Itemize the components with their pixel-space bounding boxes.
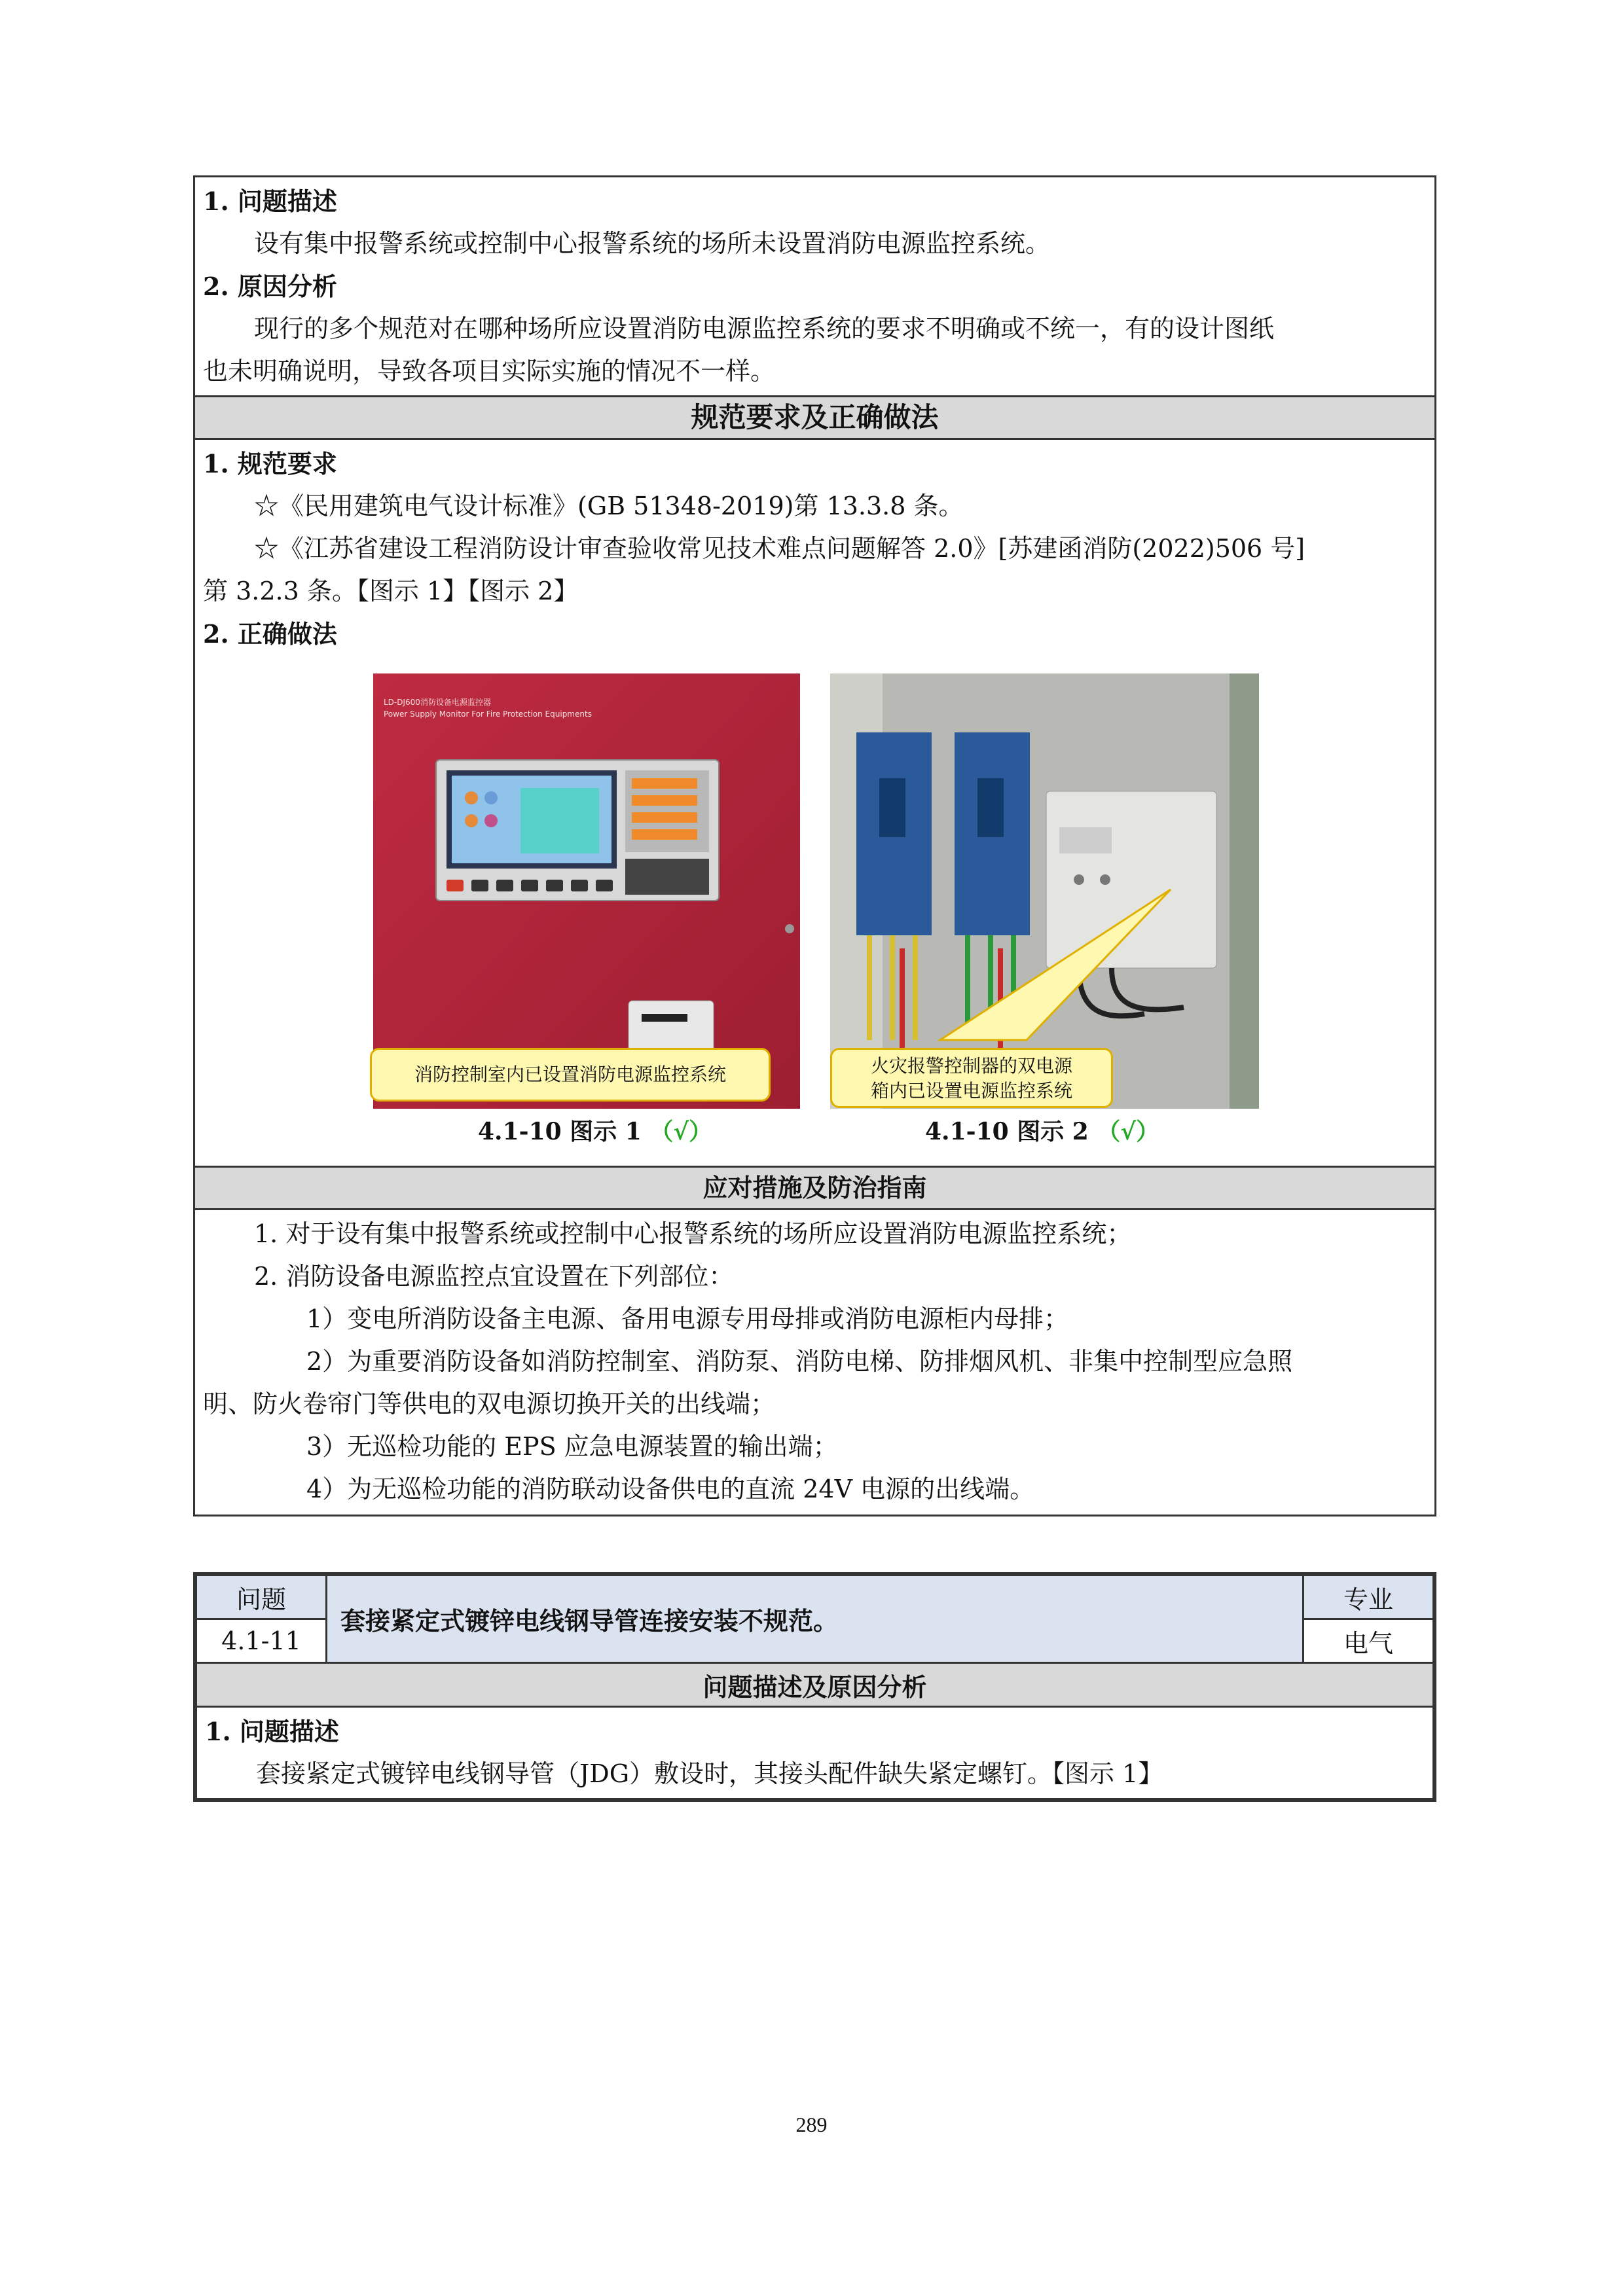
figure-1-caption (478, 1113, 712, 1147)
location-item-3: 3）无巡检功能的 EPS 应急电源装置的输出端； (306, 1432, 838, 1461)
figure-2-callout-line-2: 箱内已设置电源监控系统 (870, 1080, 1072, 1102)
measures-header-text: 应对措施及防治指南 (702, 1173, 927, 1202)
page-number: 289 (795, 2113, 828, 2136)
issue-title: 套接紧定式镀锌电线钢导管连接安装不规范。 (327, 1575, 1304, 1663)
location-item-4: 4）为无巡检功能的消防联动设备供电的直流 24V 电源的出线端。 (306, 1475, 1035, 1503)
measures-section (195, 1210, 1434, 1515)
figure-2 (830, 673, 1259, 1109)
issue-body-heading: 1. 问题描述 (205, 1717, 339, 1746)
panel-label-1: LD-DJ600消防设备电源监控器 (384, 698, 491, 707)
location-item-2b: 明、防火卷帘门等供电的双电源切换开关的出线端； (203, 1390, 776, 1418)
switch-box-photo (830, 673, 1259, 1109)
location-item-2a: 2）为重要消防设备如消防控制室、消防泵、消防电梯、防排烟风机、非集中控制型应急照 (306, 1347, 1293, 1376)
section-header-standards (195, 397, 1434, 440)
issue-id: 4.1-11 (196, 1619, 327, 1663)
standard-item-1: ☆《民用建筑电气设计标准》(GB 51348-2019)第 13.3.8 条。 (254, 492, 964, 520)
figure-1-callout: 消防控制室内已设置消防电源监控系统 (370, 1048, 771, 1102)
figure-1-check: （√） (649, 1118, 713, 1145)
cause-heading: 2. 原因分析 (203, 272, 337, 301)
issue-body-text: 套接紧定式镀锌电线钢导管（JDG）敷设时，其接头配件缺失紧定螺钉。【图示 1】 (256, 1759, 1163, 1788)
section-header-text: 规范要求及正确做法 (691, 401, 939, 433)
location-item-1: 1）变电所消防设备主电源、备用电源专用母排或消防电源柜内母排； (306, 1304, 1069, 1333)
standard-item-2b: 第 3.2.3 条。【图示 1】【图示 2】 (203, 577, 579, 605)
correct-heading: 2. 正确做法 (203, 619, 337, 649)
standard-item-2a: ☆《江苏省建设工程消防设计审查验收常见技术难点问题解答 2.0》[苏建函消防(2022)506 号] (254, 534, 1305, 563)
issue-table-4-1-11 (193, 1572, 1436, 1802)
standards-heading: 1. 规范要求 (203, 449, 337, 478)
specialty-label: 专业 (1304, 1575, 1434, 1619)
figure-2-callout (830, 1048, 1113, 1108)
main-table (193, 175, 1436, 1516)
problem-heading: 1. 问题描述 (203, 187, 337, 216)
figure-1-caption-text: 4.1-10 图示 1 (478, 1118, 642, 1145)
measure-item-1: 1. 对于设有集中报警系统或控制中心报警系统的场所应设置消防电源监控系统； (254, 1219, 1132, 1248)
issue-body (196, 1707, 1434, 1799)
figure-2-caption (925, 1113, 1159, 1147)
cause-text-1: 现行的多个规范对在哪种场所应设置消防电源监控系统的要求不明确或不统一，有的设计图纸 (254, 314, 1275, 343)
problem-section (195, 177, 1434, 397)
figure-1 (373, 673, 800, 1109)
measure-item-2: 2. 消防设备电源监控点宜设置在下列部位： (254, 1262, 734, 1291)
specialty-value: 电气 (1304, 1619, 1434, 1663)
power-monitor-photo (373, 673, 800, 1109)
issue-label: 问题 (196, 1575, 327, 1619)
figure-2-callout-line-1: 火灾报警控制器的双电源 (870, 1055, 1072, 1077)
section-header-measures (195, 1168, 1434, 1210)
cause-text-2: 也未明确说明，导致各项目实际实施的情况不一样。 (203, 357, 776, 386)
standards-section (195, 440, 1434, 1168)
issue-subheader: 问题描述及原因分析 (196, 1663, 1434, 1707)
figures (195, 655, 1434, 1166)
figure-2-caption-text: 4.1-10 图示 2 (925, 1118, 1089, 1145)
problem-text: 设有集中报警系统或控制中心报警系统的场所未设置消防电源监控系统。 (254, 229, 1051, 258)
panel-label-2: Power Supply Monitor For Fire Protection Equipments (384, 709, 592, 719)
figure-2-check: （√） (1097, 1118, 1160, 1145)
